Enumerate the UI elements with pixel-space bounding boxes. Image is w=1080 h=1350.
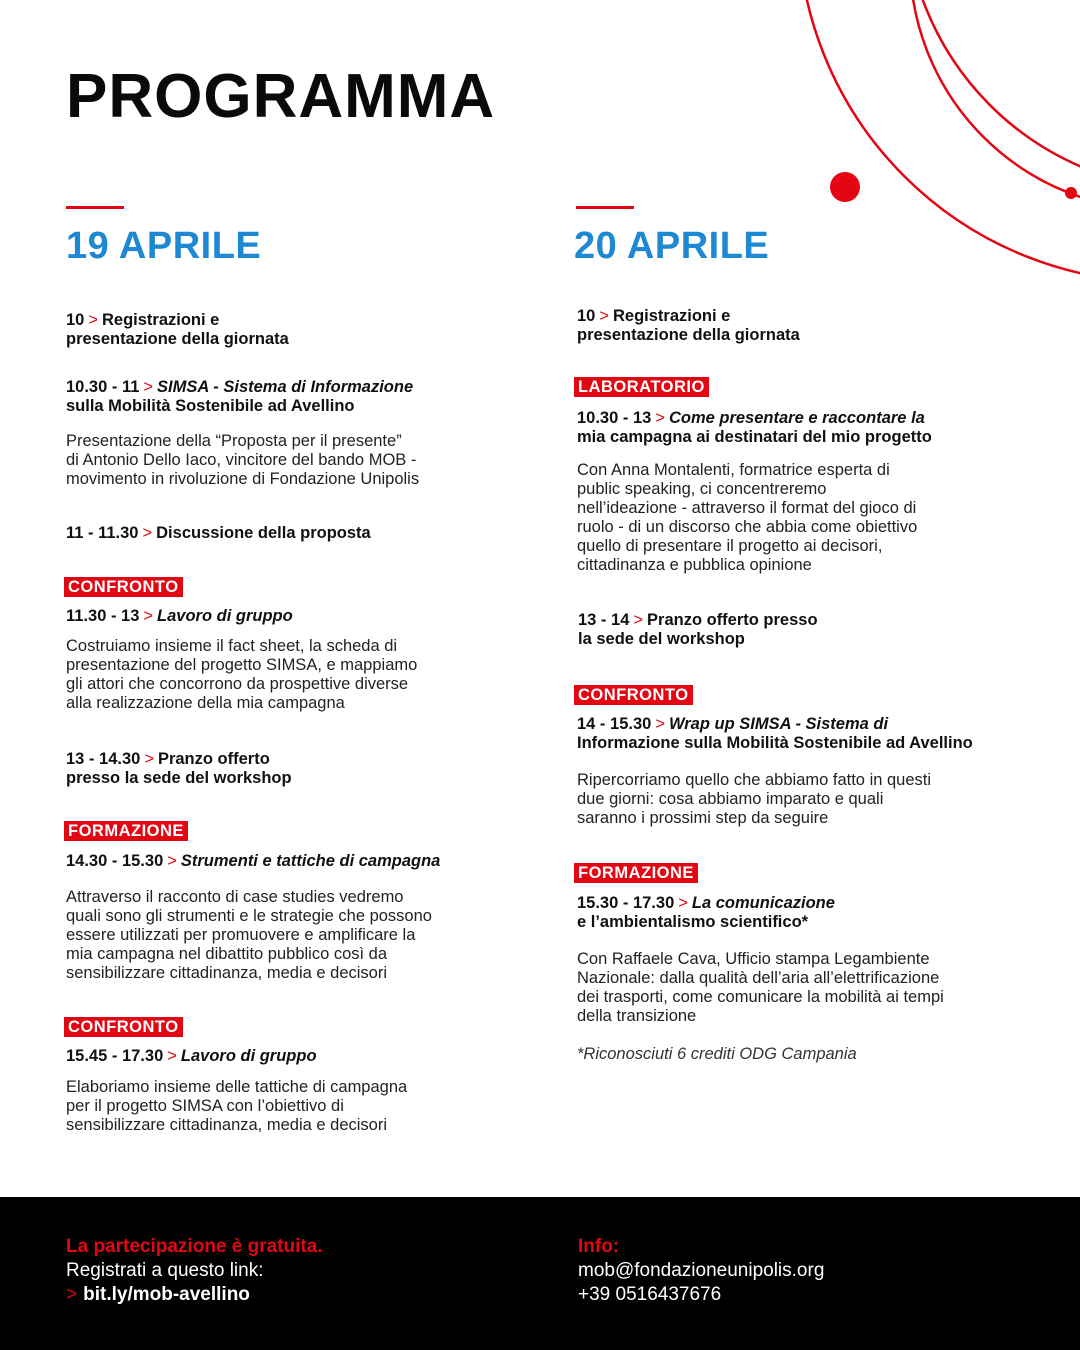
page-title: PROGRAMMA — [66, 62, 496, 131]
accent-dash — [66, 206, 124, 209]
registration-info — [66, 1235, 323, 1307]
schedule-item: 11 - 11.30 > Discussione della proposta — [66, 524, 371, 542]
schedule-description: Ripercorriamo quello che abbiamo fatto in questi due giorni: cosa abbiamo imparato e quali saranno i prossimi step da seguire — [577, 771, 932, 827]
schedule-item: 14 - 15.30 > Wrap up SIMSA - Sistema di Informazione sulla Mobilità Sostenibile ad Avellino — [577, 715, 973, 752]
schedule-item: 10.30 - 13 > Come presentare e raccontare la mia campagna ai destinatari del mio progetto — [577, 409, 932, 446]
session-tag: FORMAZIONE — [64, 821, 188, 841]
phone-number[interactable]: +39 0516437676 — [578, 1284, 722, 1305]
schedule-description: Elaboriamo insieme delle tattiche di campagna per il progetto SIMSA con l’obiettivo di sensibilizzare cittadinanza, media e decisori — [66, 1078, 408, 1134]
accent-dash — [576, 206, 634, 209]
schedule-description: Presentazione della “Proposta per il presente” di Antonio Dello Iaco, vincitore del bando MOB - movimento in rivoluzione di Fondazione Unipolis — [66, 432, 420, 488]
schedule-item: 15.30 - 17.30 > La comunicazione e l’ambientalismo scientifico* — [577, 894, 835, 931]
schedule-description: Con Anna Montalenti, formatrice esperta di public speaking, ci concentreremo nell’ideazione - attraverso il format del gioco di ruolo - di un discorso che abbia come obiettivo quello di presentare il progetto ai decisori, cittadinanza e pubblica opinione — [577, 461, 918, 574]
email-link[interactable]: mob@fondazioneunipolis.org — [578, 1260, 825, 1281]
session-tag: CONFRONTO — [64, 577, 183, 597]
schedule-item: 11.30 - 13 > Lavoro di gruppo — [66, 607, 293, 625]
orbit-dot-large — [830, 172, 860, 202]
schedule-description: Con Raffaele Cava, Ufficio stampa Legambiente Nazionale: dalla qualità dell’aria all’elettrificazione dei trasporti, come comunicare la mobilità ai tempi della transizione — [577, 950, 944, 1025]
schedule-item: 14.30 - 15.30 > Strumenti e tattiche di campagna — [66, 852, 441, 870]
orbit-decoration — [0, 0, 1080, 320]
info-heading: Info: — [578, 1236, 620, 1257]
day-column-20-aprile — [574, 206, 1034, 1063]
schedule-item: 13 - 14 > Pranzo offerto presso la sede del workshop — [578, 611, 818, 648]
day-column-19-aprile — [66, 206, 506, 1134]
session-tag: CONFRONTO — [574, 685, 693, 705]
schedule-item: 10 > Registrazioni e presentazione della giornata — [66, 311, 289, 348]
orbit-dot-small — [1065, 187, 1077, 199]
schedule-item: 15.45 - 17.30 > Lavoro di gruppo — [66, 1047, 317, 1065]
day-heading: 20 APRILE — [574, 225, 770, 267]
register-text: Registrati a questo link: — [66, 1260, 264, 1281]
schedule-description: Costruiamo insieme il fact sheet, la scheda di presentazione del progetto SIMSA, e mappiamo gli attori che concorrono da prospettive diverse alla realizzazione della mia campagna — [66, 637, 418, 712]
footer — [0, 1197, 1080, 1350]
session-tag: LABORATORIO — [574, 377, 709, 397]
free-participation-heading: La partecipazione è gratuita. — [66, 1236, 323, 1257]
contact-info — [578, 1235, 824, 1307]
footnote: *Riconosciuti 6 crediti ODG Campania — [577, 1045, 857, 1063]
session-tag: CONFRONTO — [64, 1017, 183, 1037]
session-tag: FORMAZIONE — [574, 863, 698, 883]
registration-link[interactable]: > bit.ly/mob-avellino — [66, 1284, 250, 1305]
schedule-item: 13 - 14.30 > Pranzo offerto presso la sede del workshop — [66, 750, 292, 787]
schedule-description: Attraverso il racconto di case studies vedremo quali sono gli strumenti e le strategie che possono essere utilizzati per promuovere e amplificare la mia campagna nel dibattito pubblico così da sensibilizzare cittadinanza, media e decisori — [66, 888, 432, 982]
schedule-item: 10.30 - 11 > SIMSA - Sistema di Informazione sulla Mobilità Sostenibile ad Avellino — [66, 378, 414, 415]
day-heading: 19 APRILE — [66, 225, 262, 267]
schedule-item: 10 > Registrazioni e presentazione della giornata — [577, 307, 800, 344]
